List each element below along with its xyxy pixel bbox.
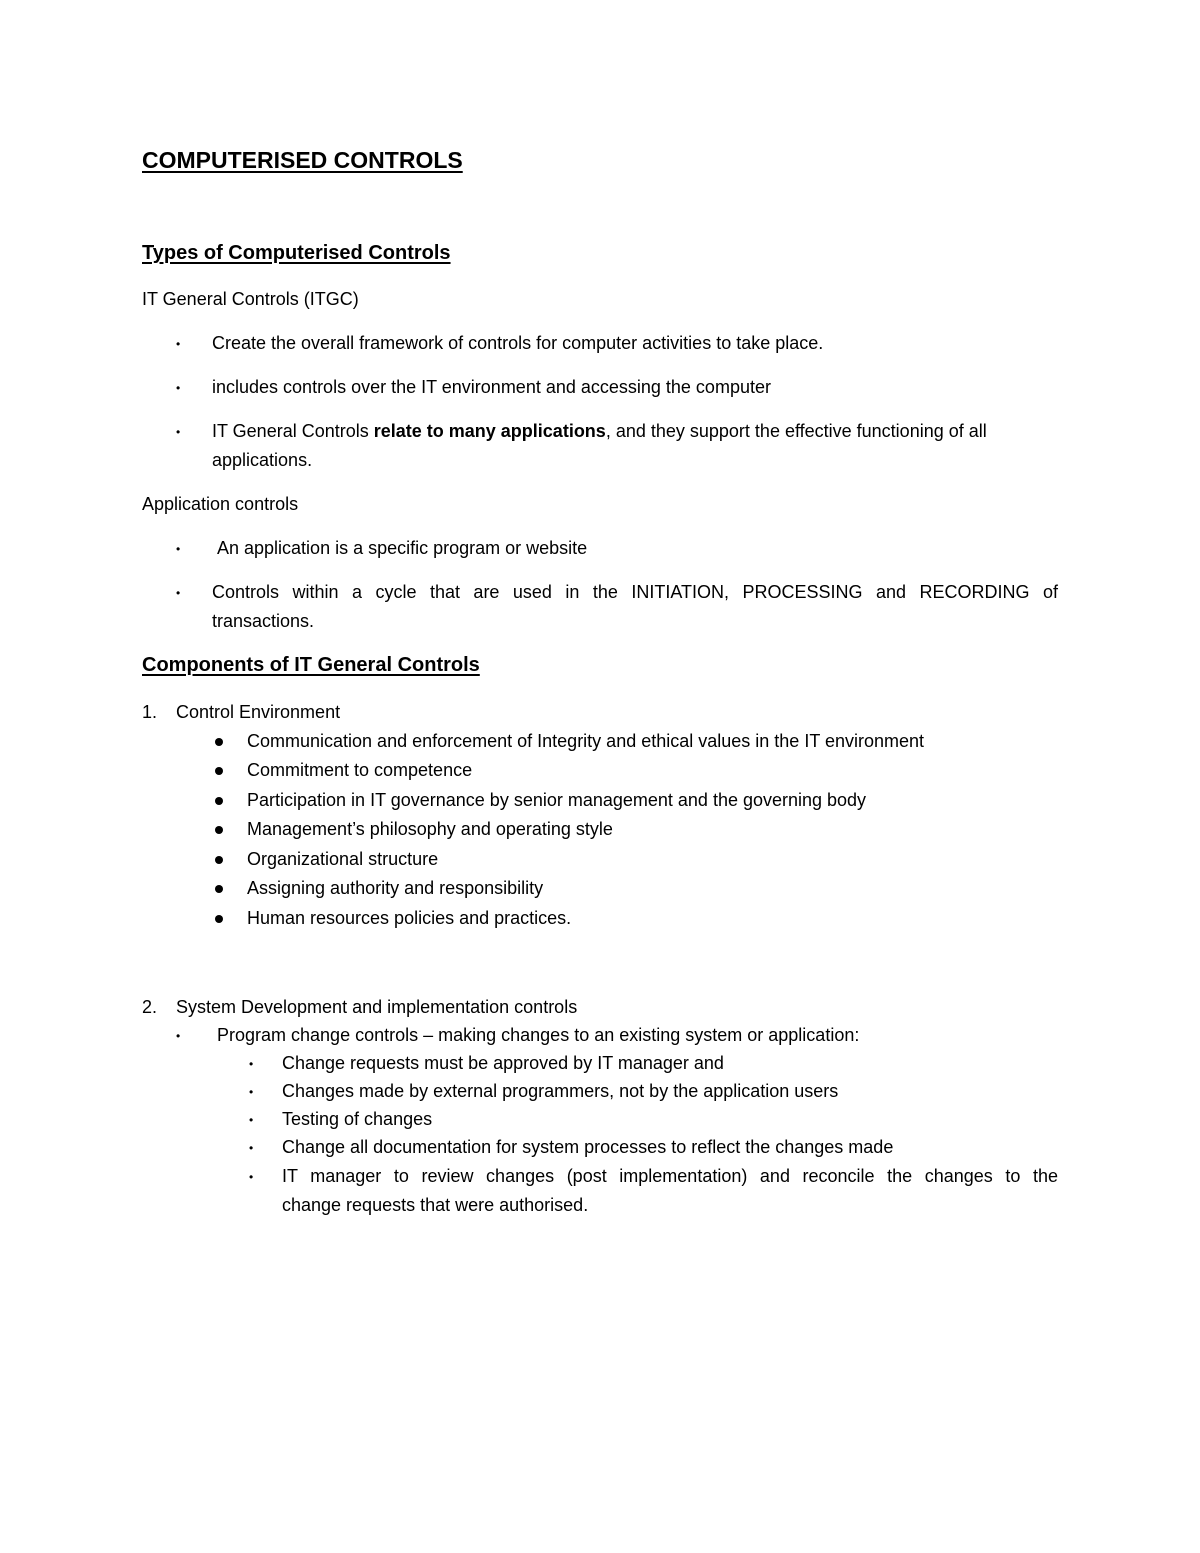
bullet-dot-icon	[215, 826, 223, 834]
bullet-icon: •	[176, 381, 181, 395]
control-environment-label: Control Environment	[176, 702, 341, 722]
itgc-bullet-3-line2: applications.	[212, 450, 313, 470]
control-env-bullet: Human resources policies and practices.	[247, 908, 572, 928]
section-heading-components: Components of IT General Controls	[142, 654, 480, 676]
change-bullet-last-line1: IT manager to review changes (post implementation) and reconcile the changes to the	[282, 1166, 1058, 1186]
change-bullet: Changes made by external programmers, not by the application users	[282, 1081, 839, 1101]
control-env-bullet: Organizational structure	[247, 849, 439, 869]
list-number-1: 1.	[142, 702, 158, 722]
bullet-icon: •	[176, 425, 181, 439]
app-bullet-2-line2: transactions.	[212, 611, 315, 631]
itgc-bullet-3-pre: IT General Controls	[212, 421, 374, 441]
itgc-bullet-3-line1	[212, 422, 987, 440]
bullet-icon: •	[249, 1057, 254, 1071]
itgc-bullet-1: Create the overall framework of controls for computer activities to take place.	[212, 333, 824, 353]
bullet-icon: •	[249, 1170, 254, 1184]
section-heading-types: Types of Computerised Controls	[142, 242, 451, 264]
program-change-controls: Program change controls – making changes to an existing system or application:	[217, 1025, 860, 1045]
itgc-bullet-2: includes controls over the IT environment and accessing the computer	[212, 377, 771, 397]
system-development-label: System Development and implementation controls	[176, 997, 578, 1017]
bullet-icon: •	[249, 1141, 254, 1155]
document-title: COMPUTERISED CONTROLS	[142, 147, 463, 173]
itgc-label: IT General Controls (ITGC)	[142, 289, 359, 309]
bullet-icon: •	[176, 586, 181, 600]
bullet-icon: •	[249, 1085, 254, 1099]
itgc-bullet-3-bold: relate to many applications	[373, 421, 606, 441]
bullet-dot-icon	[215, 885, 223, 893]
change-bullet: Change requests must be approved by IT manager and	[282, 1053, 724, 1073]
itgc-bullet-3-post: , and they support the effective functioning of all	[605, 421, 987, 441]
bullet-dot-icon	[215, 767, 223, 775]
bullet-dot-icon	[215, 915, 223, 923]
control-env-bullet: Commitment to competence	[247, 760, 473, 780]
change-bullet-last-line2: change requests that were authorised.	[282, 1195, 589, 1215]
list-number-2: 2.	[142, 997, 158, 1017]
control-env-bullet: Management’s philosophy and operating style	[247, 819, 613, 839]
control-env-bullet: Participation in IT governance by senior management and the governing body	[247, 790, 867, 810]
app-bullet-1: An application is a specific program or website	[217, 538, 588, 558]
bullet-dot-icon	[215, 738, 223, 746]
bullet-dot-icon	[215, 856, 223, 864]
application-controls-label: Application controls	[142, 494, 299, 514]
control-env-bullet: Communication and enforcement of Integrity and ethical values in the IT environment	[247, 731, 925, 751]
change-bullet: Testing of changes	[282, 1109, 433, 1129]
bullet-icon: •	[176, 337, 181, 351]
bullet-dot-icon	[215, 797, 223, 805]
bullet-icon: •	[176, 1029, 181, 1043]
app-bullet-2-line1: Controls within a cycle that are used in the INITIATION, PROCESSING and RECORDING of	[212, 582, 1058, 602]
control-env-bullet: Assigning authority and responsibility	[247, 878, 544, 898]
change-bullet: Change all documentation for system processes to reflect the changes made	[282, 1137, 894, 1157]
bullet-icon: •	[176, 542, 181, 556]
bullet-icon: •	[249, 1113, 254, 1127]
